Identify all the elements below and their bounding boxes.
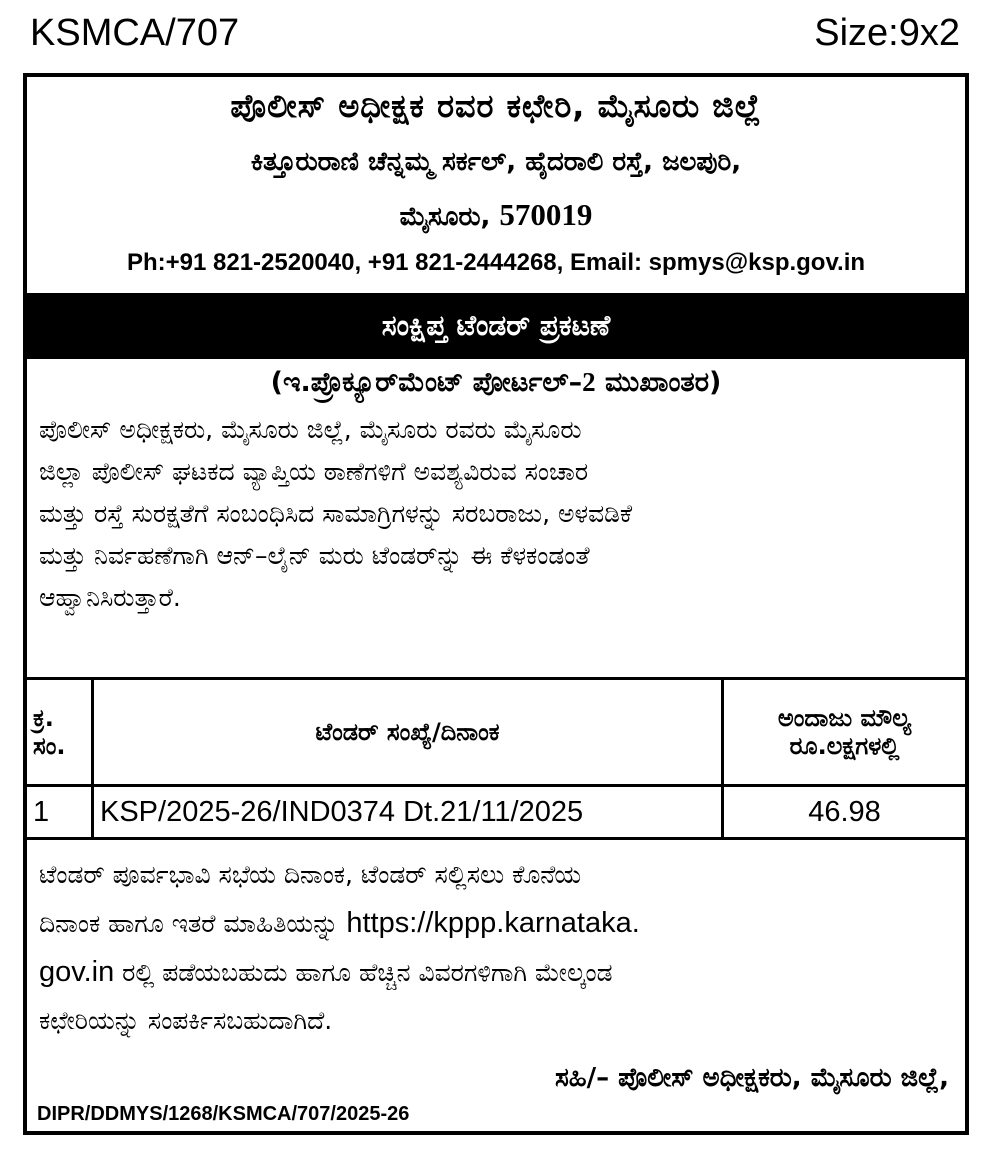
table-row: [27, 786, 965, 839]
notice-banner: ಸಂಕ್ಷಿಪ್ತ ಟೆಂಡರ್ ಪ್ರಕಟಣೆ: [27, 293, 965, 359]
value-header-line1: ಅಂದಾಜು ಮೌಲ್ಯ: [777, 704, 912, 732]
serial-header: [27, 679, 93, 786]
value-cell: 46.98: [723, 786, 966, 839]
footer-text-part1: ಟೆಂಡರ್ ಪೂರ್ವಭಾವಿ ಸಭೆಯ ದಿನಾಂಕ, ಟೆಂಡರ್ ಸಲ್ಲಿಸಲು ಕೊನೆಯ ದಿನಾಂಕ ಹಾಗೂ ಇತರೆ ಮಾಹಿತಿಯನ್ನು: [39, 860, 582, 938]
value-header-line2: ರೂ.ಲಕ್ಷಗಳಲ್ಲಿ: [789, 732, 900, 760]
city-name: ಮೈಸೂರು,: [399, 202, 491, 232]
serial-header-line1: ಕ್ರ.: [33, 704, 54, 732]
dipr-reference: DIPR/DDMYS/1268/KSMCA/707/2025-26: [37, 1103, 410, 1125]
office-city: [27, 197, 965, 233]
table-header-row: [27, 679, 965, 786]
portal-suffix: ಮುಖಾಂತರ): [595, 367, 722, 398]
office-address: ಕಿತ್ತೂರುರಾಣಿ ಚೆನ್ನಮ್ಮ ಸರ್ಕಲ್, ಹೈದರಾಲಿ ರಸ್ತೆ, ಜಲಪುರಿ,: [250, 147, 742, 177]
tender-table: [27, 677, 965, 840]
notice-frame: [23, 73, 969, 1135]
pin-code: 570019: [499, 197, 593, 232]
tender-cell: KSP/2025-26/IND0374 Dt.21/11/2025: [93, 786, 723, 839]
ad-size: Size:9x2: [814, 12, 960, 54]
office-header: [27, 77, 965, 293]
footer-text-part2: ರಲ್ಲಿ ಪಡೆಯಬಹುದು ಹಾಗೂ ಹೆಚ್ಚಿನ ವಿವರಗಳಿಗಾಗಿ ಮೇಲ್ಕಂಡ ಕಛೇರಿಯನ್ನು ಸಂಪರ್ಕಿಸಬಹುದಾಗಿದೆ.: [39, 958, 613, 1035]
ad-code: KSMCA/707: [30, 12, 240, 54]
footer-text: [39, 851, 953, 1045]
signature-line: ಸಹಿ/– ಪೊಲೀಸ್ ಅಧೀಕ್ಷಕರು, ಮೈಸೂರು ಜಿಲ್ಲೆ,: [554, 1063, 949, 1093]
serial-cell: 1: [27, 786, 93, 839]
office-title: ಪೊಲೀಸ್ ಅಧೀಕ್ಷಕ ರವರ ಕಛೇರಿ, ಮೈಸೂರು ಜಿಲ್ಲೆ: [230, 87, 762, 125]
portal-number: 2: [582, 367, 596, 397]
value-header: [723, 679, 966, 786]
notice-body: ಪೊಲೀಸ್ ಅಧೀಕ್ಷಕರು, ಮೈಸೂರು ಜಿಲ್ಲೆ, ಮೈಸೂರು ರವರು ಮೈಸೂರು ಜಿಲ್ಲಾ ಪೊಲೀಸ್ ಘಟಕದ ವ್ಯಾಪ್ತಿಯ ಠಾಣೆಗಳಿಗೆ ಅವಶ್ಯವಿರುವ ಸಂಚಾರ ಮತ್ತು ರಸ್ತೆ ಸುರಕ್ಷತೆಗೆ ಸಂಬಂಧಿಸಿದ ಸಾಮಾಗ್ರಿಗಳನ್ನು ಸರಬರಾಜು, ಅಳವಡಿಕೆ ಮತ್ತು ನಿರ್ವಹಣೆಗಾಗಿ ಆನ್–ಲೈನ್ ಮರು ಟೆಂಡರ್‌ನ್ನು ಈ ಕೆಳಕಂಡಂತೆ ಆಹ್ವಾನಿಸಿರುತ್ತಾರೆ.: [39, 415, 633, 612]
portal-link[interactable]: https://kppp.karnataka. gov.in: [39, 907, 640, 988]
serial-header-line2: ಸಂ.: [33, 732, 66, 760]
contact-line: Ph:+91 821-2520040, +91 821-2444268, Email: spmys@ksp.gov.in: [126, 249, 866, 276]
top-line: [30, 10, 960, 56]
portal-line: [27, 367, 965, 399]
portal-prefix: (ಇ.ಪ್ರೊಕ್ಯೂರ್‌ಮೆಂಟ್ ಪೋರ್ಟಲ್–: [270, 367, 583, 398]
tender-header: ಟೆಂಡರ್ ಸಂಖ್ಯೆ/ದಿನಾಂಕ: [93, 679, 723, 786]
